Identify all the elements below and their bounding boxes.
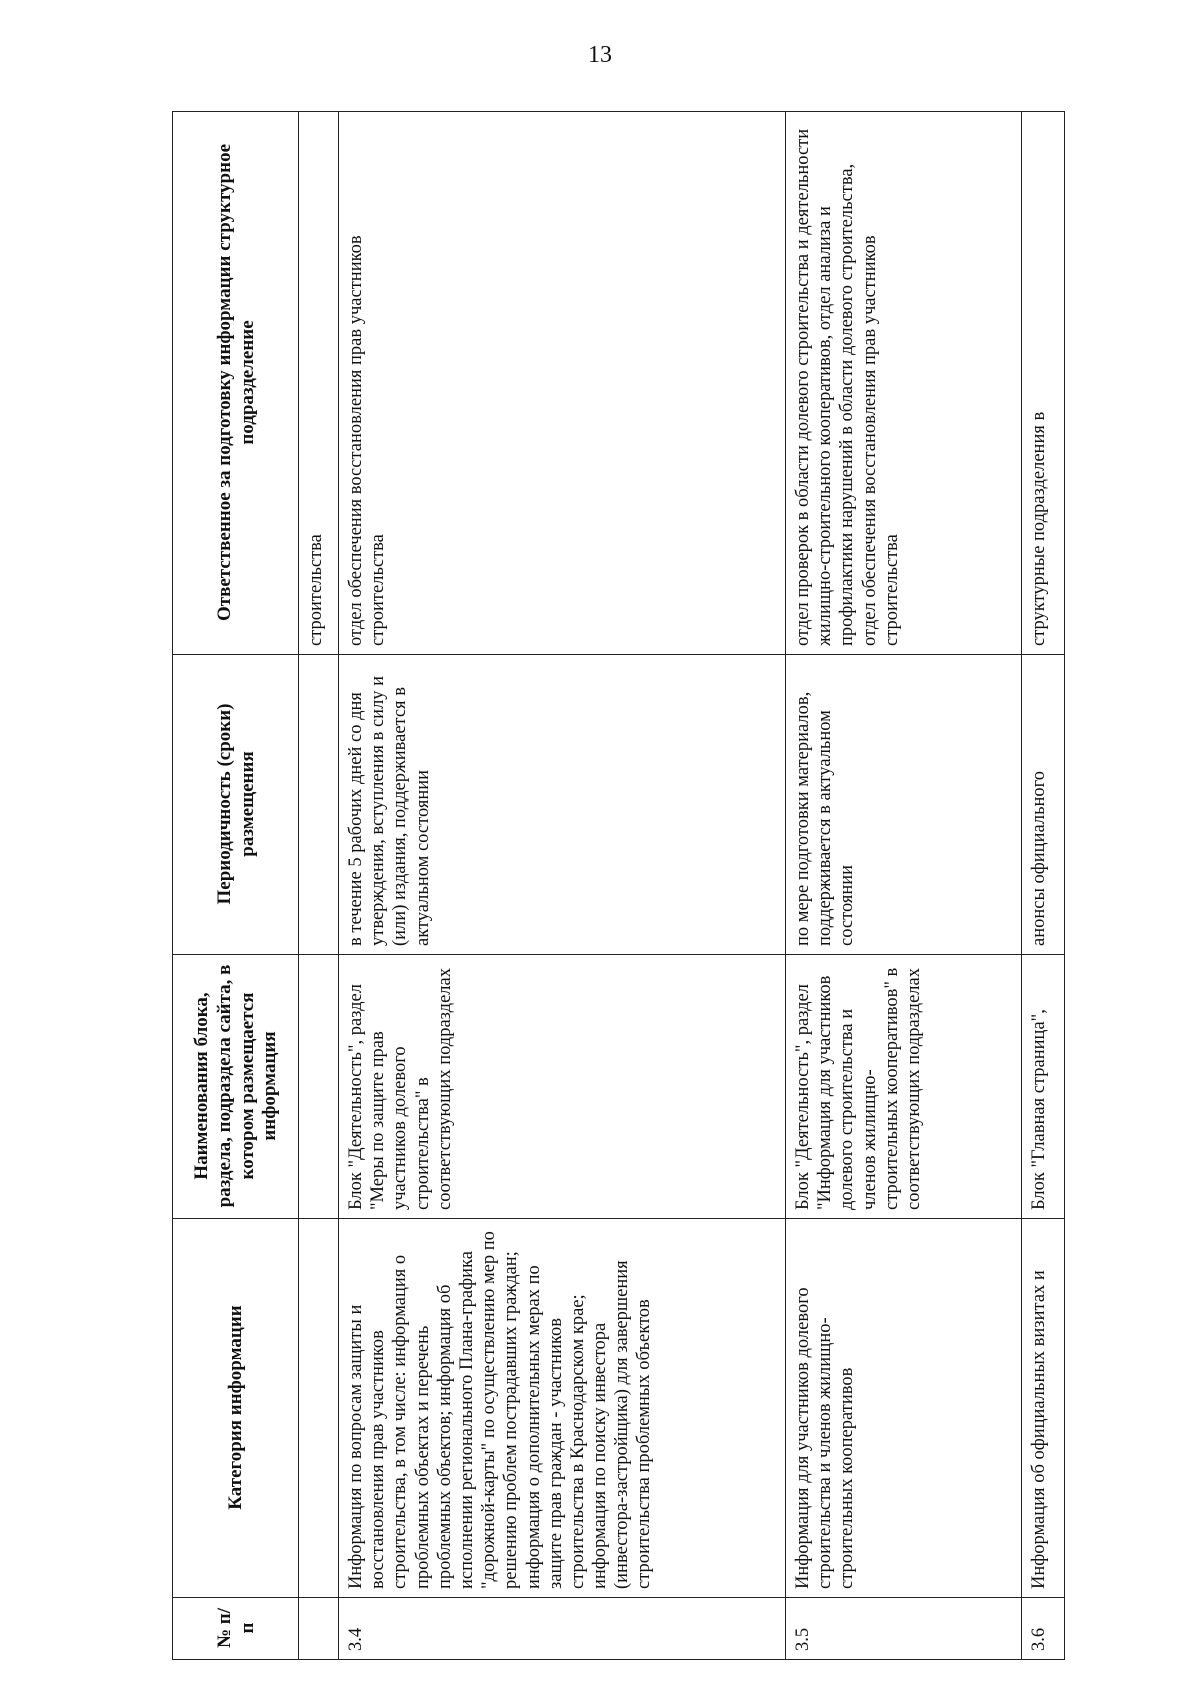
cell-category: Информация для участников долевого строительства и членов жилищно-строительных кооперативов — [786, 1219, 1022, 1598]
cell-category: Информация по вопросам защиты и восстановления прав участников строительства, в том числе: информация о проблемных объектах и перечень проблемных объектов; информация об исполнении регионального Плана-графика "дорожной-карты" по осуществлению мер по решению проблем пострадавших граждан; информация о дополнительных мерах по защите прав граждан - участников строительства в Краснодарском крае; информация по поиску инвестора (инвестора-застройщика) для завершения строительства проблемных объектов — [339, 1219, 786, 1598]
cell-block — [299, 955, 339, 1219]
cell-block: Блок "Деятельность", раздел "Информация для участников долевого строительства и членов жилищно-строительных кооперативов" в соответствующих подразделах — [786, 955, 1022, 1219]
table-row — [299, 112, 339, 1660]
cell-block: Блок "Деятельность", раздел "Меры по защите прав участников долевого строительства" в соответствующих подразделах — [339, 955, 786, 1219]
table-row — [339, 112, 786, 1660]
rotated-table-container — [172, 112, 1064, 1660]
info-table — [172, 111, 1065, 1660]
cell-period: анонсы официального — [1022, 655, 1065, 955]
table-row — [1022, 112, 1065, 1660]
cell-num — [299, 1598, 339, 1660]
page-number: 13 — [588, 42, 612, 68]
table-row — [786, 112, 1022, 1660]
cell-period — [299, 655, 339, 955]
header-period: Периодичность (сроки) размещения — [173, 655, 299, 955]
cell-responsible: отдел обеспечения восстановления прав участников строительства — [339, 112, 786, 655]
header-block: Наименования блока, раздела, подраздела сайта, в котором размещается информация — [173, 955, 299, 1219]
header-responsible: Ответственное за подготовку информации структурное подразделение — [173, 112, 299, 655]
cell-period: по мере подготовки материалов, поддерживается в актуальном состоянии — [786, 655, 1022, 955]
header-category: Категория информации — [173, 1219, 299, 1598]
cell-block: Блок "Главная страница", — [1022, 955, 1065, 1219]
table-header-row — [173, 112, 299, 1660]
cell-category: Информация об официальных визитах и — [1022, 1219, 1065, 1598]
cell-responsible: отдел проверок в области долевого строительства и деятельности жилищно-строительного кооперативов, отдел анализа и профилактики нарушений в области долевого строительства, отдел обеспечения восстановления прав участников строительства — [786, 112, 1022, 655]
cell-responsible: структурные подразделения в — [1022, 112, 1065, 655]
header-num: № п/п — [173, 1598, 299, 1660]
cell-num: 3.5 — [786, 1598, 1022, 1660]
cell-num: 3.6 — [1022, 1598, 1065, 1660]
cell-responsible: строительства — [299, 112, 339, 655]
cell-num: 3.4 — [339, 1598, 786, 1660]
cell-period: в течение 5 рабочих дней со дня утверждения, вступления в силу и (или) издания, поддерживается в актуальном состоянии — [339, 655, 786, 955]
cell-category — [299, 1219, 339, 1598]
